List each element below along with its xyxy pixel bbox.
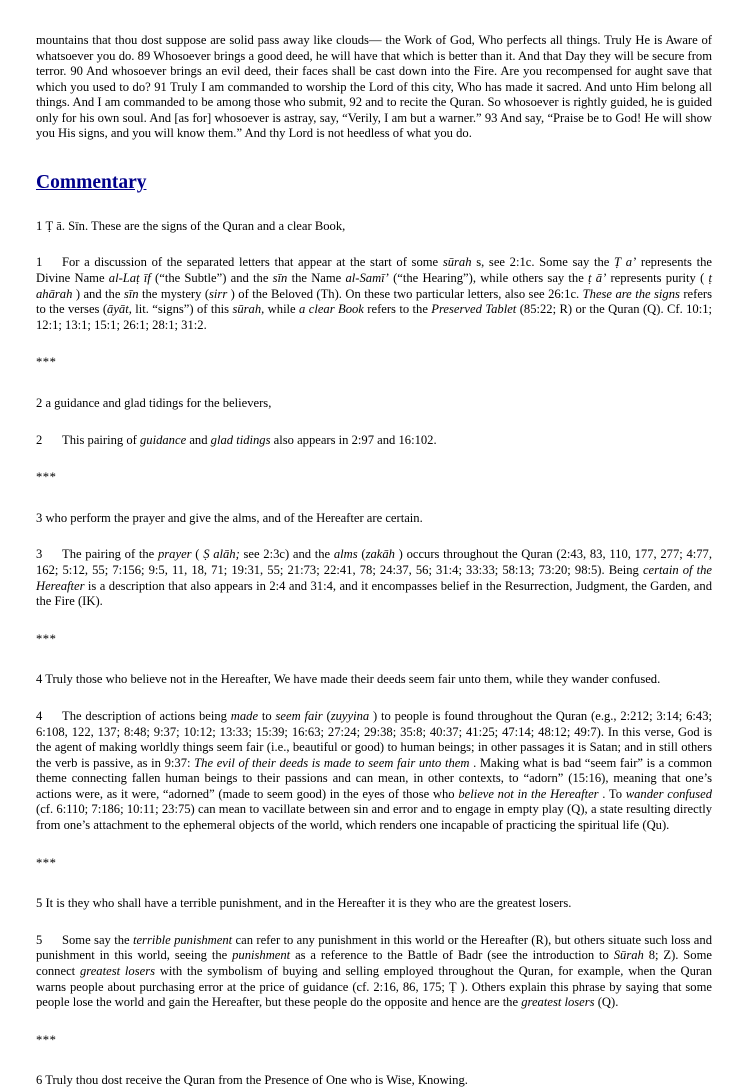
verse-text-5: 5 It is they who shall have a terrible punishment, and in the Hereafter it is they who are the greatest losers. xyxy=(36,896,572,911)
section-separator-1: *** xyxy=(36,355,57,370)
note-body-3: The pairing of the prayer ( Ṣ alāh; see 2:3c) and the alms (zakāh ) occurs throughout the Quran (2:43, 83, 110, 177, 277; 4:77, 162; 5:12, 55; 7:156; 9:5, 11, 18, 71; 19:31, 55; 21:73; 22:41, 78; 24:37, 56; 31:4; 33:33; 58:13; 73:20; 98:5). Being certain of the Hereafter is a description that also appears in 2:4 and 31:4, and it encompasses belief in the Resurrection, Judgment, the Garden, and the Fire (IK). xyxy=(36,547,712,609)
commentary-note-1 xyxy=(36,255,712,333)
section-separator-4: *** xyxy=(36,855,57,870)
verse-line-5 xyxy=(36,896,712,912)
note-number-2: 2 xyxy=(36,432,43,447)
note-body-2: This pairing of guidance and glad tidings also appears in 2:97 and 16:102. xyxy=(62,432,437,447)
verse-text-6: 6 Truly thou dost receive the Quran from the Presence of One who is Wise, Knowing. xyxy=(36,1073,468,1088)
commentary-note-4 xyxy=(36,709,712,834)
note-body-4: The description of actions being made to seem fair (zuyyina ) to people is found throughout the Quran (e.g., 2:212; 3:14; 6:43; 6:108, 122, 137; 8:48; 9:37; 10:12; 13:33; 15:39; 16:63; 27:24; 29:38; 35:8; 40:37; 41:25; 47:14; 48:12; 49:7). In this verse, God is the agent of making worldly things seem fair (i.e., beautiful or good) to human beings; in other passages it is Satan; and in still others the verb is passive, as in 9:37: The evil of their deeds is made to seem fair unto them . Making what is bad “seem fair” is a common theme connecting fallen human beings to their passions and can mean, in other contexts, to “adorn” (15:16), meaning that one’s actions were, as it were, “adorned” (made to seem good) in the eyes of those who believe not in the Hereafter . To wander confused (cf. 6:110; 7:186; 10:11; 23:75) can mean to vacillate between sin and error and to engage in empty play (Q), a state resulting directly from one’s attachment to the ephemeral objects of the world, which renders one incapable of practicing the spiritual life (Qu). xyxy=(36,708,713,833)
verse-text-2: 2 a guidance and glad tidings for the believers, xyxy=(36,395,272,410)
verse-line-3 xyxy=(36,511,712,527)
note-body-5: Some say the terrible punishment can refer to any punishment in this world or the Hereafter (R), but others situate such loss and punishment in this world, seeing the punishment as a reference to the Battle of Badr (see the introduction to Sūrah 8; Z). Some connect greatest losers with the symbolism of buying and selling employed throughout the Quran, for example, when the Quran warns people about purchasing error at the price of guidance (cf. 2:16, 86, 175; Ṭ ). Others explain this phrase by saying that some people lose the world and gain the Hereafter, but these people do the opposite and hence are the greatest losers (Q). xyxy=(36,932,712,1010)
section-separator-3: *** xyxy=(36,631,57,646)
note-number-1: 1 xyxy=(36,255,43,270)
scripture-passage: mountains that thou dost suppose are solid pass away like clouds— the Work of God, Who perfects all things. Truly He is Aware of whatsoever you do. 89 Whosoever brings a good deed, he will have that which is better than it. And that Day they will be secure from terror. 90 And whosoever brings an evil deed, their faces shall be cast down into the Fire. Are you recompensed for aught save that which you used to do? 91 Truly I am commanded to worship the Lord of this city, Who has made it sacred. And unto Him belong all things. And I am commanded to be among those who submit, 92 and to recite the Quran. So whosoever is rightly guided, he is guided only for his own soul. And [as for] whosoever is astray, say, “Verily, I am but a warner.” 93 And say, “Praise be to God! He will show you His signs, and you will know them.” And thy Lord is not heedless of what you do. xyxy=(36,33,712,141)
verse-line-2 xyxy=(36,396,712,412)
section-separator-5: *** xyxy=(36,1032,57,1047)
note-number-5: 5 xyxy=(36,932,43,947)
commentary-note-3 xyxy=(36,547,712,609)
commentary-note-2 xyxy=(36,433,712,449)
note-number-3: 3 xyxy=(36,547,43,562)
commentary-entries xyxy=(36,219,712,1089)
commentary-heading: Commentary xyxy=(36,171,147,193)
commentary-note-5 xyxy=(36,933,712,1011)
verse-text-1: 1 Ṭ ā. Sīn. These are the signs of the Quran and a clear Book, xyxy=(36,218,346,233)
verse-line-4 xyxy=(36,672,712,688)
section-separator-2: *** xyxy=(36,470,57,485)
verse-line-1 xyxy=(36,219,712,235)
verse-line-6 xyxy=(36,1073,712,1089)
note-body-1: For a discussion of the separated letters that appear at the start of some sūrah s, see 2:1c. Some say the Ṭ a’ represents the Divine Name al-Laṭ īf (“the Subtle”) and the sīn the Name al-Samī’ (“the Hearing”), while others say the ṭ ā’ represents purity ( ṭ ahārah ) and the sīn the mystery (sirr ) of the Beloved (Th). On these two particular letters, also see 26:1c. These are the signs refers to the verses (āyāt, lit. “signs”) of this sūrah, while a clear Book refers to the Preserved Tablet (85:22; R) or the Quran (Q). Cf. 10:1; 12:1; 13:1; 15:1; 26:1; 28:1; 31:2. xyxy=(36,255,713,332)
verse-text-3: 3 who perform the prayer and give the alms, and of the Hereafter are certain. xyxy=(36,510,423,525)
note-number-4: 4 xyxy=(36,708,43,723)
verse-text-4: 4 Truly those who believe not in the Hereafter, We have made their deeds seem fair unto them, while they wander confused. xyxy=(36,672,661,687)
